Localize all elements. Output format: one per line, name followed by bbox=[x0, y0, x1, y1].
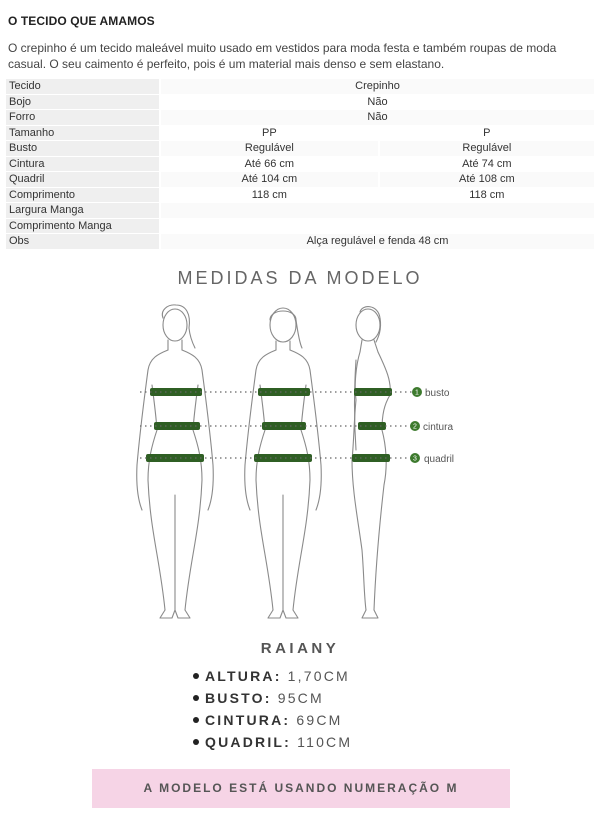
row-label-obs: Obs bbox=[6, 234, 160, 250]
row-label-tamanho: Tamanho bbox=[6, 125, 160, 141]
row-label-largura-manga: Largura Manga bbox=[6, 203, 160, 219]
table-row bbox=[6, 79, 594, 94]
legend-label: cintura bbox=[423, 422, 454, 433]
legend-cintura bbox=[410, 421, 453, 433]
row-value-bojo: Não bbox=[160, 94, 594, 110]
row-label-comprimento: Comprimento bbox=[6, 187, 160, 203]
measurements-heading: MEDIDAS DA MODELO bbox=[177, 268, 423, 288]
body-measurement-illustration bbox=[0, 290, 600, 630]
legend-number: 2 bbox=[413, 423, 417, 431]
legend-busto bbox=[412, 387, 450, 399]
size-worn-banner: A MODELO ESTÁ USANDO NUMERAÇÃO M bbox=[92, 769, 510, 808]
legend-number: 1 bbox=[415, 389, 419, 397]
row-value-forro: Não bbox=[160, 110, 594, 126]
model-measurements-list bbox=[193, 665, 352, 753]
row-value-obs: Alça regulável e fenda 48 cm bbox=[160, 234, 594, 250]
fabric-description: O crepinho é um tecido maleável muito usado em vestidos para moda festa e também roupas de moda casual. O seu caimento é perfeito, pois é um material mais denso e sem elastano. bbox=[8, 41, 557, 71]
stat-label-quadril: QUADRIL: bbox=[205, 734, 292, 750]
table-row bbox=[6, 187, 594, 203]
bullet-icon bbox=[193, 695, 199, 701]
table-row bbox=[6, 141, 594, 157]
model-name: RAIANY bbox=[260, 640, 340, 657]
busto-pp: Regulável bbox=[160, 141, 379, 157]
quadril-pp: Até 104 cm bbox=[160, 172, 379, 188]
row-value-comprimento-manga bbox=[160, 218, 594, 234]
stat-label-altura: ALTURA: bbox=[205, 668, 282, 684]
legend-quadril bbox=[410, 453, 454, 465]
list-item bbox=[193, 687, 352, 709]
stat-value-quadril: 110CM bbox=[297, 734, 353, 750]
table-row bbox=[6, 218, 594, 234]
legend bbox=[410, 387, 454, 465]
table-row bbox=[6, 125, 594, 141]
row-label-quadril: Quadril bbox=[6, 172, 160, 188]
list-item bbox=[193, 731, 352, 753]
row-value-tecido: Crepinho bbox=[160, 79, 594, 94]
row-value-largura-manga bbox=[160, 203, 594, 219]
row-label-comprimento-manga: Comprimento Manga bbox=[6, 218, 160, 234]
legend-label: busto bbox=[425, 388, 450, 399]
list-item bbox=[193, 709, 352, 731]
table-row bbox=[6, 172, 594, 188]
size-pp: PP bbox=[160, 125, 379, 141]
table-row bbox=[6, 156, 594, 172]
table-row bbox=[6, 234, 594, 250]
side-figure bbox=[352, 307, 390, 618]
list-item bbox=[193, 665, 352, 687]
legend-number: 3 bbox=[413, 455, 417, 463]
back-figure bbox=[245, 308, 322, 618]
stat-value-busto: 95CM bbox=[277, 690, 324, 706]
section-title: O TECIDO QUE AMAMOS bbox=[8, 14, 155, 28]
cintura-pp: Até 66 cm bbox=[160, 156, 379, 172]
table-row bbox=[6, 94, 594, 110]
row-label-cintura: Cintura bbox=[6, 156, 160, 172]
size-table bbox=[6, 79, 594, 250]
comprimento-pp: 118 cm bbox=[160, 187, 379, 203]
bullet-icon bbox=[193, 739, 199, 745]
quadril-p: Até 108 cm bbox=[379, 172, 594, 188]
stat-value-cintura: 69CM bbox=[296, 712, 343, 728]
cintura-p: Até 74 cm bbox=[379, 156, 594, 172]
bullet-icon bbox=[193, 717, 199, 723]
row-label-bojo: Bojo bbox=[6, 94, 160, 110]
comprimento-p: 118 cm bbox=[379, 187, 594, 203]
bullet-icon bbox=[193, 673, 199, 679]
stat-value-altura: 1,70CM bbox=[287, 668, 350, 684]
stat-label-busto: BUSTO: bbox=[205, 690, 272, 706]
size-p: P bbox=[379, 125, 594, 141]
row-label-tecido: Tecido bbox=[6, 79, 160, 94]
table-row bbox=[6, 203, 594, 219]
legend-label: quadril bbox=[424, 454, 455, 465]
busto-p: Regulável bbox=[379, 141, 594, 157]
table-row bbox=[6, 110, 594, 126]
row-label-forro: Forro bbox=[6, 110, 160, 126]
stat-label-cintura: CINTURA: bbox=[205, 712, 291, 728]
row-label-busto: Busto bbox=[6, 141, 160, 157]
